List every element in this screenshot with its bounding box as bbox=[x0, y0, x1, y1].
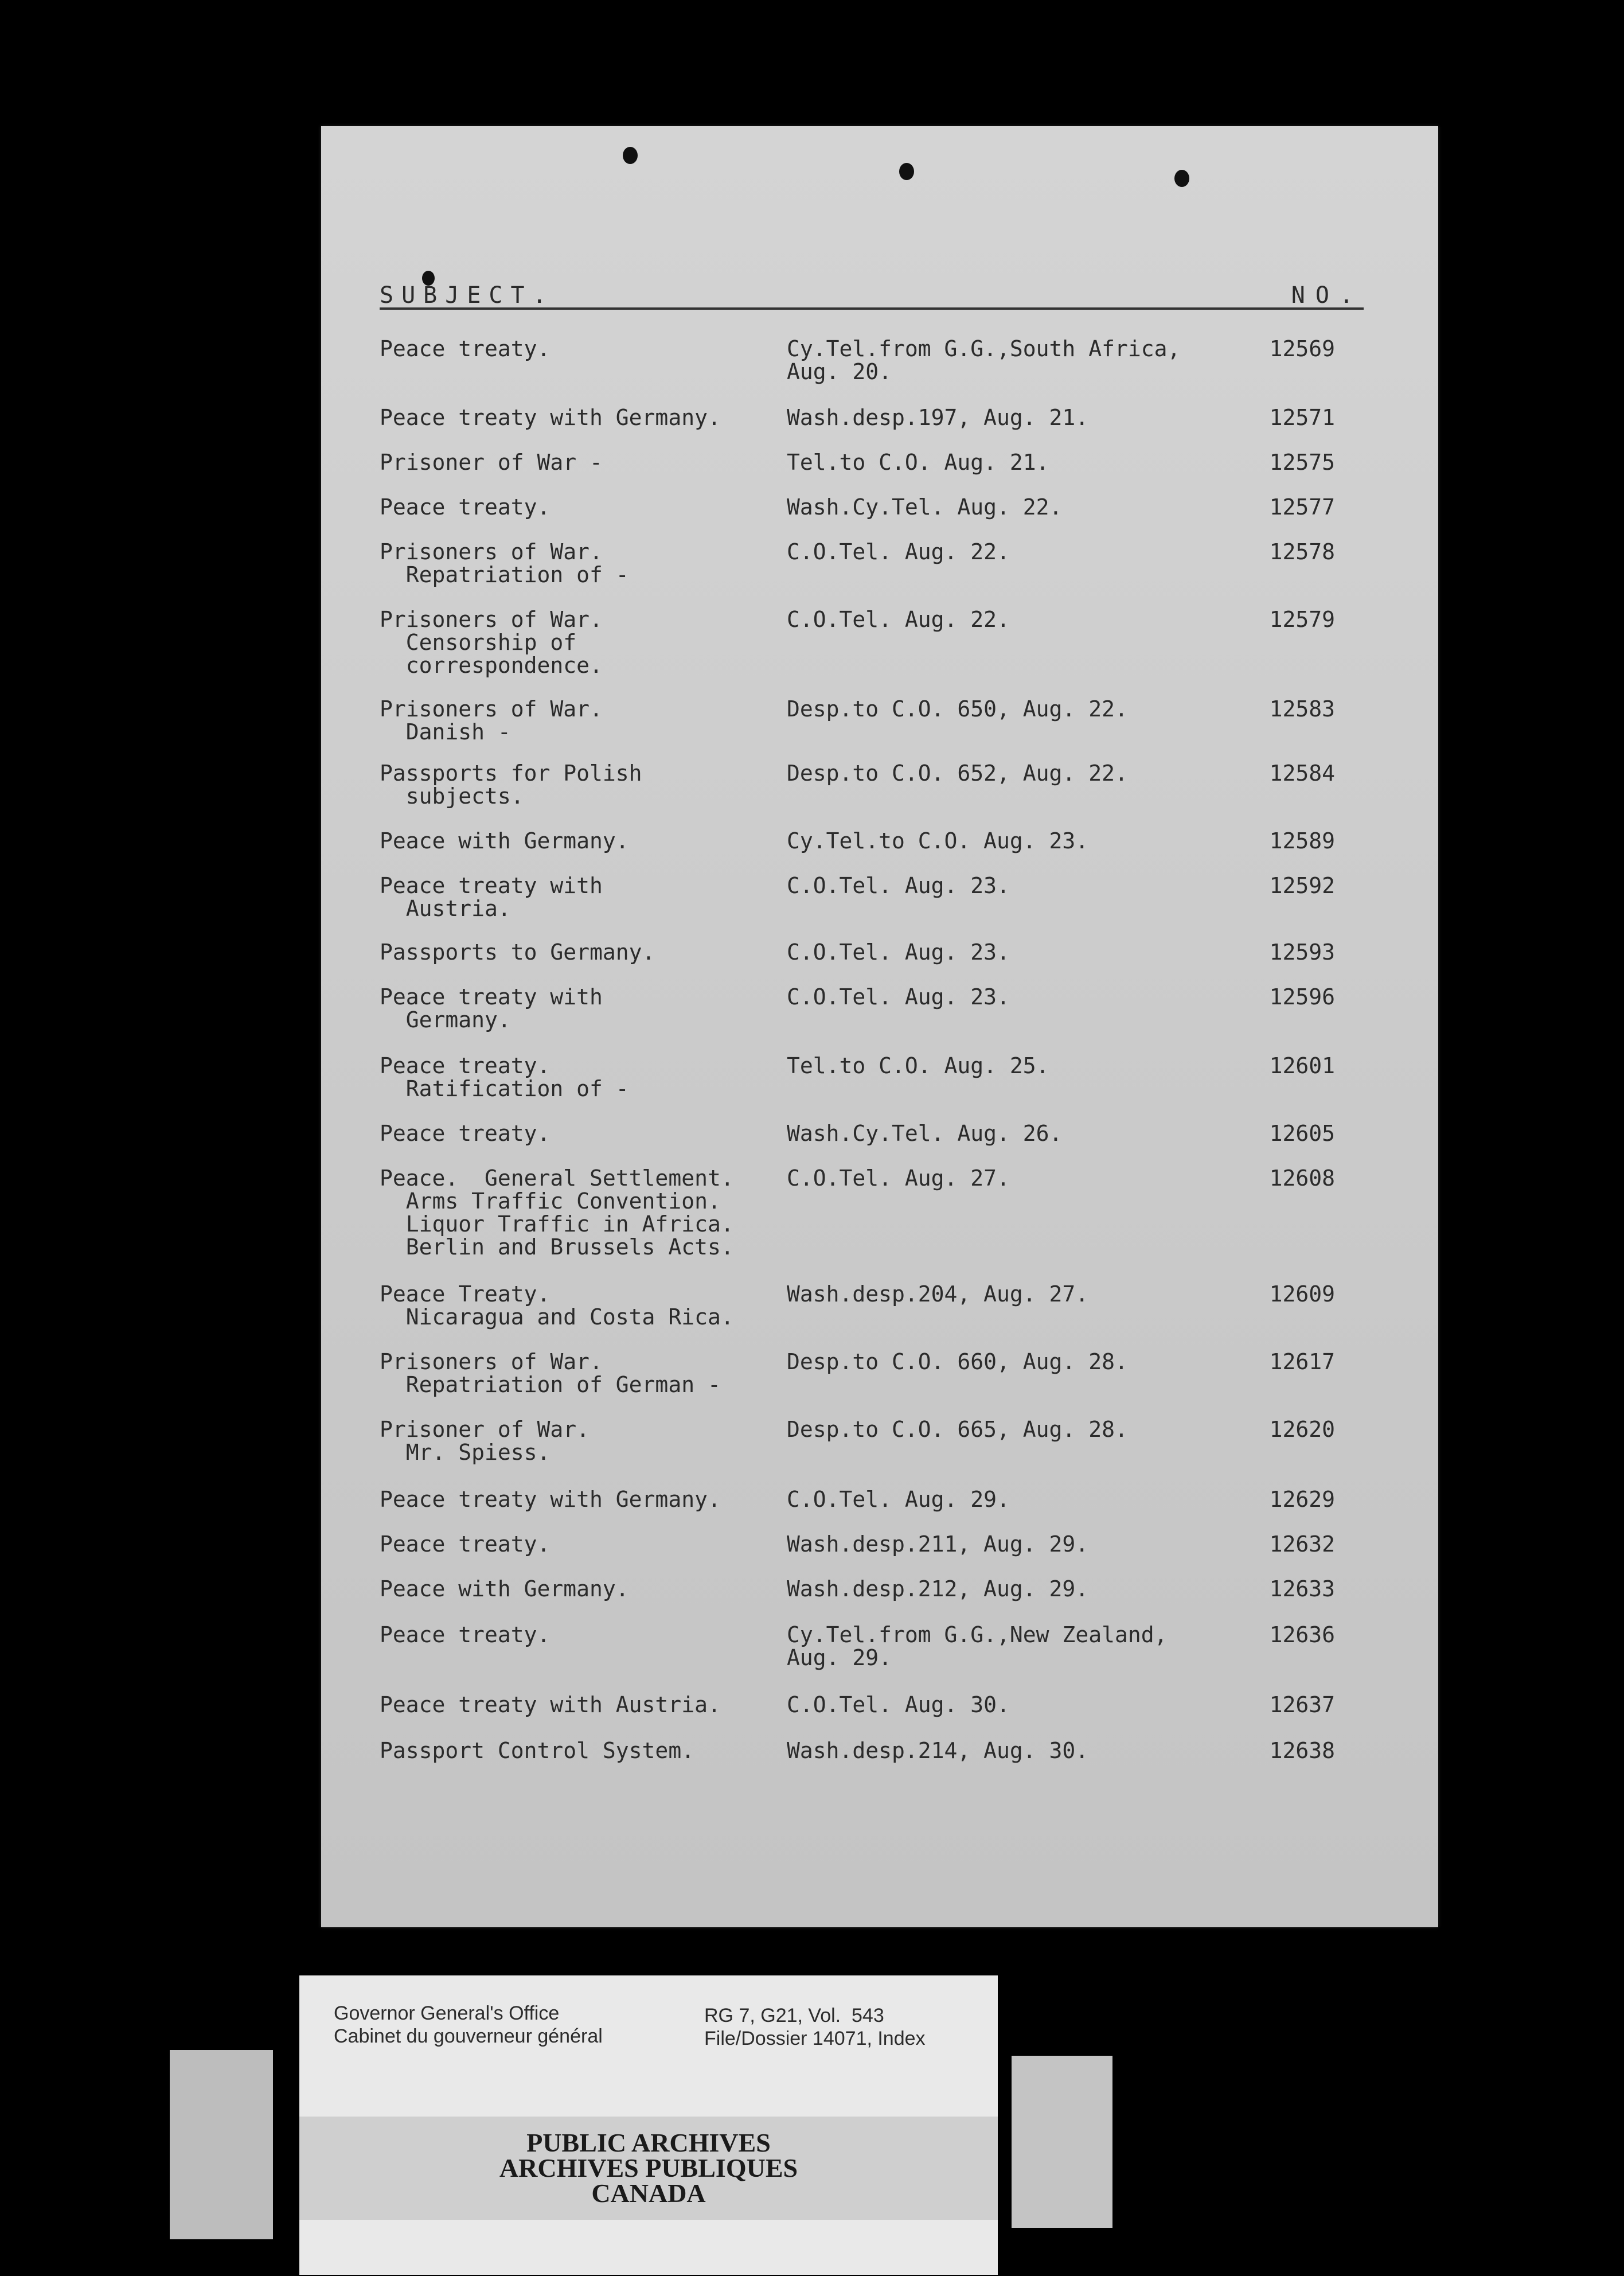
entry-reference: Tel.to C.O. Aug. 21. bbox=[787, 450, 1049, 475]
number-column-label: NO. bbox=[1291, 282, 1364, 309]
entry-number: 12584 bbox=[1269, 761, 1335, 786]
entry-number: 12569 bbox=[1269, 336, 1335, 361]
card-tab-right bbox=[1012, 2056, 1112, 2228]
entry-subject: Peace treaty with Austria. bbox=[380, 1692, 721, 1717]
entry-subject: Peace treaty. Ratification of - bbox=[380, 1053, 629, 1101]
office-name-english: Governor General's Office bbox=[334, 2002, 560, 2024]
entry-subject: Peace treaty. bbox=[380, 336, 551, 361]
entry-subject: Prisoners of War. Censorship of correspondence. bbox=[380, 607, 603, 678]
entry-subject: Peace treaty with Austria. bbox=[380, 873, 603, 921]
entry-number: 12571 bbox=[1269, 405, 1335, 430]
entry-subject: Peace treaty. bbox=[380, 1121, 551, 1146]
entry-subject: Prisoners of War. Danish - bbox=[380, 696, 603, 745]
entry-subject: Peace. General Settlement. Arms Traffic Convention. Liquor Traffic in Africa. Berlin and Brussels Acts. bbox=[380, 1166, 734, 1260]
entry-subject: Passports to Germany. bbox=[380, 940, 655, 965]
entry-reference: Desp.to C.O. 660, Aug. 28. bbox=[787, 1349, 1128, 1374]
entry-number: 12578 bbox=[1269, 539, 1335, 564]
entry-reference: Wash.desp.211, Aug. 29. bbox=[787, 1531, 1089, 1557]
index-page bbox=[321, 126, 1438, 1927]
entry-subject: Prisoner of War. Mr. Spiess. bbox=[380, 1417, 590, 1465]
entry-reference: C.O.Tel. Aug. 29. bbox=[787, 1487, 1010, 1512]
entry-reference: Wash.desp.197, Aug. 21. bbox=[787, 405, 1089, 430]
entry-reference: C.O.Tel. Aug. 23. bbox=[787, 940, 1010, 965]
entry-reference: Wash.desp.204, Aug. 27. bbox=[787, 1281, 1089, 1307]
entry-reference: Wash.Cy.Tel. Aug. 26. bbox=[787, 1121, 1063, 1146]
entry-number: 12637 bbox=[1269, 1692, 1335, 1717]
entry-subject: Peace treaty with Germany. bbox=[380, 1487, 721, 1512]
column-header bbox=[380, 281, 1364, 310]
entry-reference: Wash.desp.214, Aug. 30. bbox=[787, 1738, 1089, 1763]
entry-reference: Wash.desp.212, Aug. 29. bbox=[787, 1576, 1089, 1601]
entry-reference: C.O.Tel. Aug. 27. bbox=[787, 1166, 1010, 1191]
entry-subject: Passport Control System. bbox=[380, 1738, 695, 1763]
entry-reference: Desp.to C.O. 665, Aug. 28. bbox=[787, 1417, 1128, 1442]
entry-reference: Wash.Cy.Tel. Aug. 22. bbox=[787, 494, 1063, 520]
archives-stamp bbox=[299, 2130, 998, 2206]
archives-stamp-line: CANADA bbox=[591, 2178, 706, 2208]
entry-number: 12633 bbox=[1269, 1576, 1335, 1601]
entry-number: 12632 bbox=[1269, 1531, 1335, 1557]
entry-number: 12575 bbox=[1269, 450, 1335, 475]
entry-reference: C.O.Tel. Aug. 22. bbox=[787, 607, 1010, 632]
entry-subject: Peace treaty with Germany. bbox=[380, 984, 603, 1032]
entry-number: 12589 bbox=[1269, 828, 1335, 854]
card-tab-left bbox=[170, 2050, 273, 2239]
entry-subject: Peace treaty with Germany. bbox=[380, 405, 721, 430]
entry-subject: Peace treaty. bbox=[380, 494, 551, 520]
entry-subject: Prisoner of War - bbox=[380, 450, 603, 475]
archives-stamp-line: ARCHIVES PUBLIQUES bbox=[499, 2153, 798, 2183]
entry-number: 12601 bbox=[1269, 1053, 1335, 1078]
entry-reference: C.O.Tel. Aug. 22. bbox=[787, 539, 1010, 564]
entry-reference: Cy.Tel.from G.G.,New Zealand, Aug. 29. bbox=[787, 1622, 1168, 1670]
entry-reference: Cy.Tel.from G.G.,South Africa, Aug. 20. bbox=[787, 336, 1181, 384]
entry-subject: Passports for Polish subjects. bbox=[380, 761, 642, 809]
entry-subject: Prisoners of War. Repatriation of German - bbox=[380, 1349, 721, 1397]
entry-reference: Desp.to C.O. 650, Aug. 22. bbox=[787, 696, 1128, 722]
entry-reference: C.O.Tel. Aug. 23. bbox=[787, 873, 1010, 898]
entry-number: 12636 bbox=[1269, 1622, 1335, 1647]
office-name-french: Cabinet du gouverneur général bbox=[334, 2025, 603, 2047]
entry-reference: C.O.Tel. Aug. 30. bbox=[787, 1692, 1010, 1717]
entry-number: 12592 bbox=[1269, 873, 1335, 898]
entry-number: 12620 bbox=[1269, 1417, 1335, 1442]
entry-reference: Cy.Tel.to C.O. Aug. 23. bbox=[787, 828, 1089, 854]
entry-number: 12596 bbox=[1269, 984, 1335, 1010]
entry-number: 12609 bbox=[1269, 1281, 1335, 1307]
entry-subject: Peace treaty. bbox=[380, 1531, 551, 1557]
entry-number: 12617 bbox=[1269, 1349, 1335, 1374]
punch-hole bbox=[623, 147, 638, 164]
entry-subject: Peace with Germany. bbox=[380, 1576, 629, 1601]
archives-stamp-line: PUBLIC ARCHIVES bbox=[526, 2128, 771, 2157]
entry-number: 12608 bbox=[1269, 1166, 1335, 1191]
entry-number: 12605 bbox=[1269, 1121, 1335, 1146]
entry-number: 12579 bbox=[1269, 607, 1335, 632]
entry-reference: C.O.Tel. Aug. 23. bbox=[787, 984, 1010, 1010]
entry-subject: Peace Treaty. Nicaragua and Costa Rica. bbox=[380, 1281, 734, 1330]
entry-number: 12583 bbox=[1269, 696, 1335, 722]
entry-number: 12577 bbox=[1269, 494, 1335, 520]
entry-number: 12593 bbox=[1269, 940, 1335, 965]
entry-number: 12638 bbox=[1269, 1738, 1335, 1763]
entry-subject: Peace treaty. bbox=[380, 1622, 551, 1647]
entry-subject: Prisoners of War. Repatriation of - bbox=[380, 539, 629, 587]
subject-column-label: SUBJECT. bbox=[380, 282, 555, 309]
punch-hole bbox=[1174, 170, 1189, 187]
record-group-reference: RG 7, G21, Vol. 543 bbox=[704, 2005, 884, 2026]
entry-subject: Peace with Germany. bbox=[380, 828, 629, 854]
punch-hole bbox=[899, 163, 914, 180]
entry-reference: Desp.to C.O. 652, Aug. 22. bbox=[787, 761, 1128, 786]
file-reference: File/Dossier 14071, Index bbox=[704, 2028, 926, 2049]
entry-number: 12629 bbox=[1269, 1487, 1335, 1512]
entry-reference: Tel.to C.O. Aug. 25. bbox=[787, 1053, 1049, 1078]
